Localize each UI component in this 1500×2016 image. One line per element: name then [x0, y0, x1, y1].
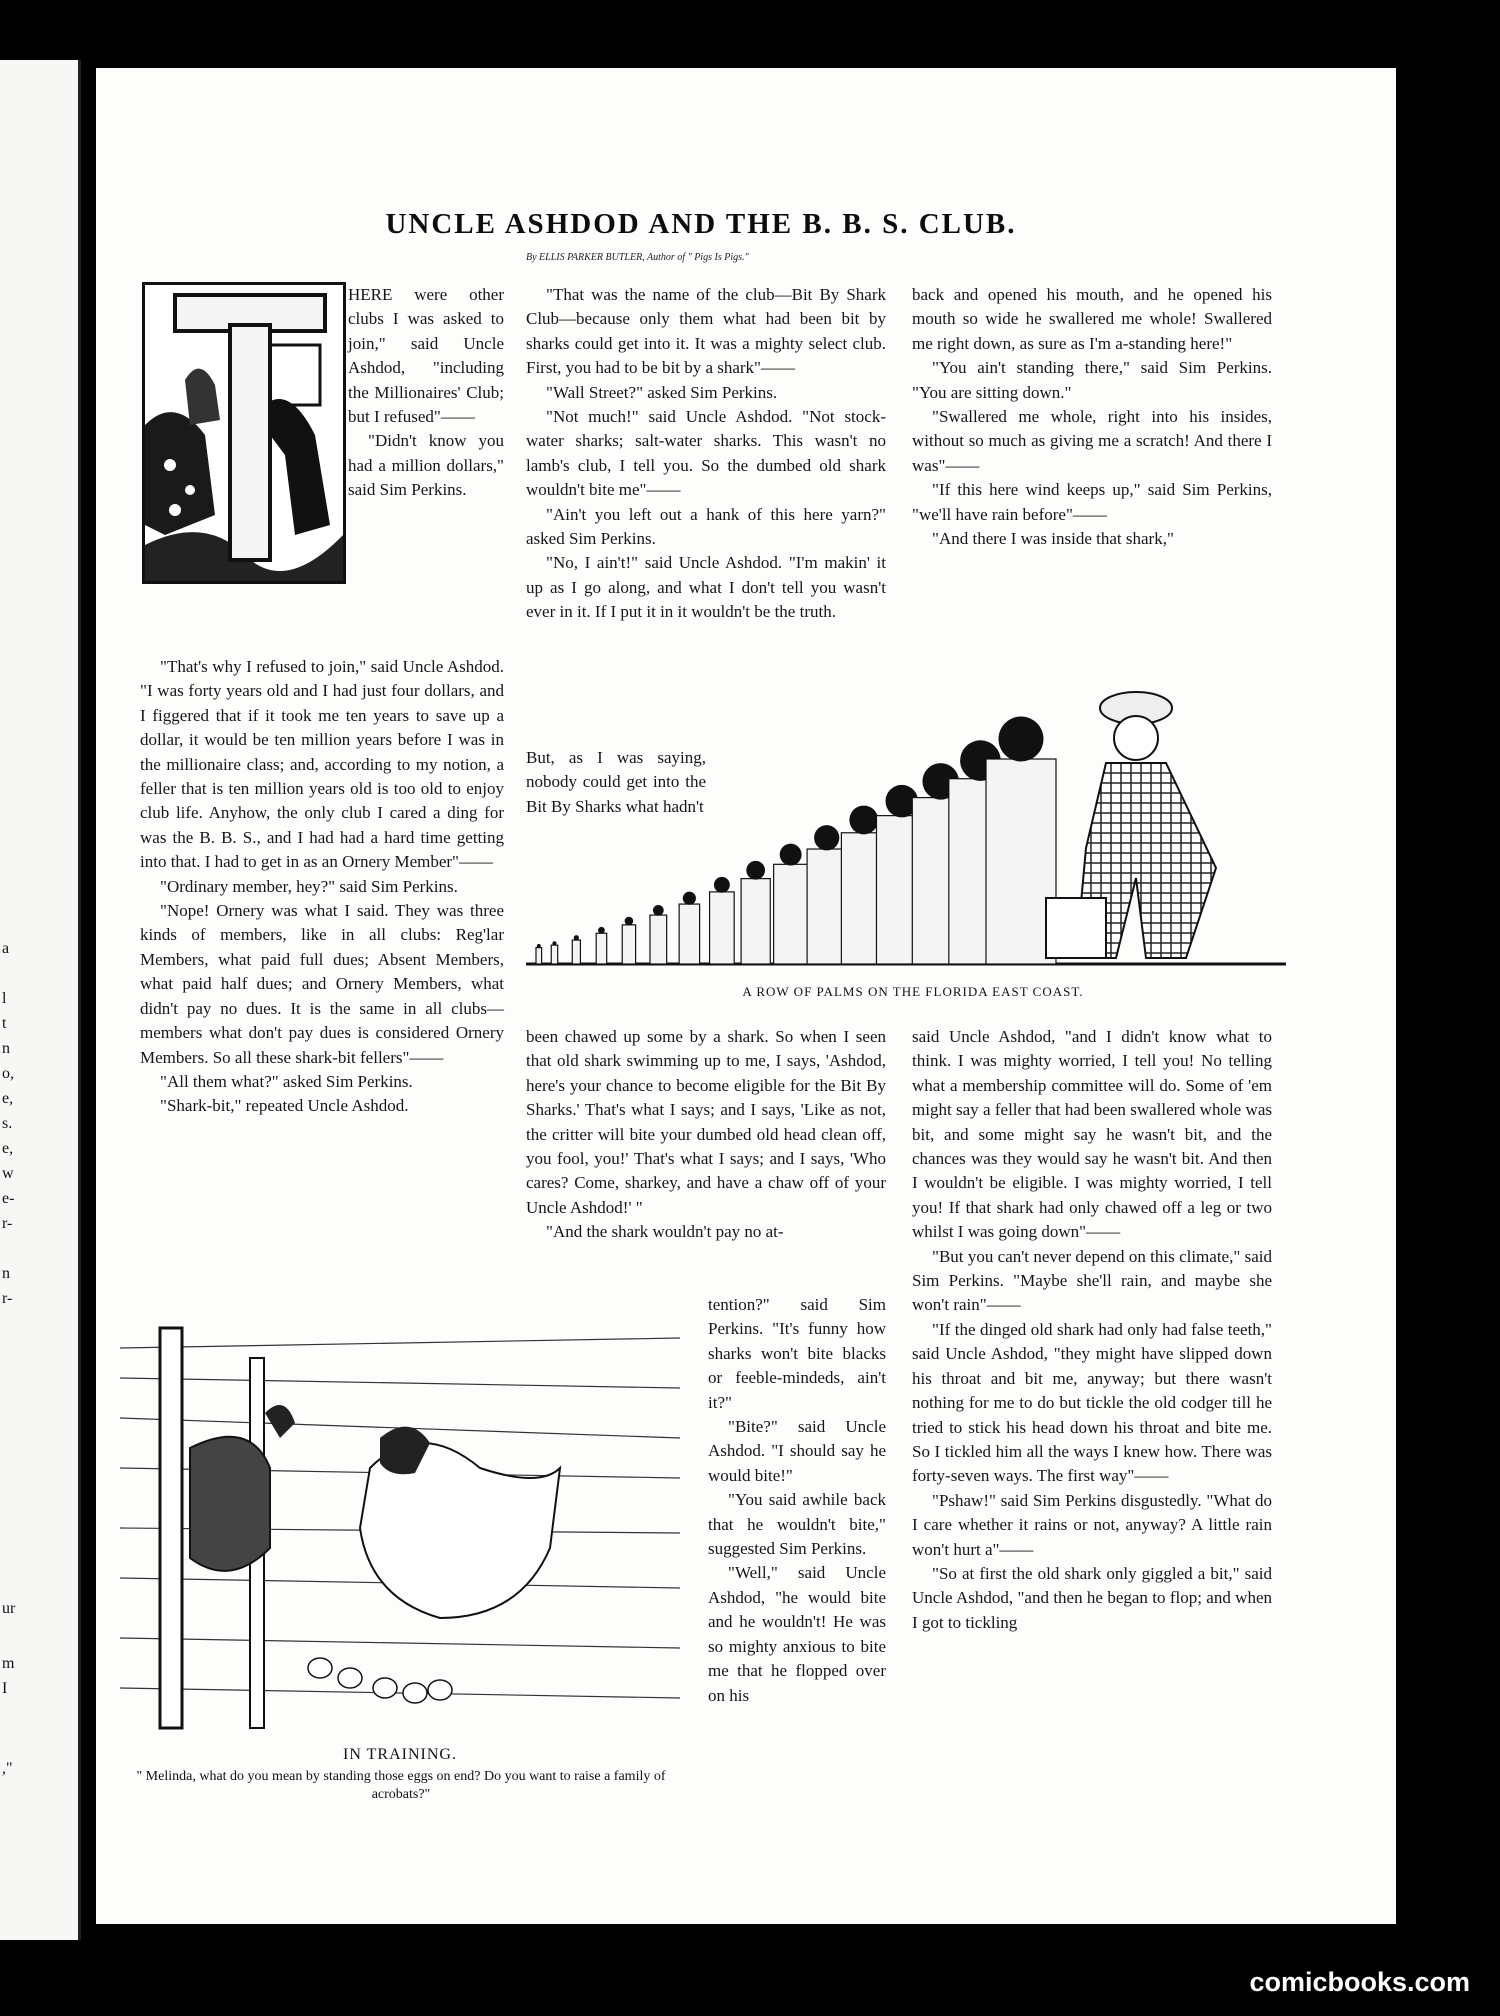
- paragraph: "But you can't never depend on this climate," said Sim Perkins. "Maybe she'll rain, and maybe she won't rain"——: [912, 1246, 1272, 1315]
- paragraph: tention?" said Sim Perkins. "It's funny how sharks won't bite blacks or feeble-mindeds, ain't it?": [708, 1295, 886, 1412]
- figure-head: [714, 877, 730, 893]
- article-title: UNCLE ASHDOD AND THE B. B. S. CLUB.: [385, 208, 1017, 240]
- paragraph: "Nope! Ornery was what I said. They was three kinds of members, like in all clubs: Reg'lar Members, what paid full dues; Absent Members, what paid half dues; and Ornery Members, what didn't pay no dues. It is the same in all clubs—members what don't pay dues is considered Ornery Members. So all these shark-bit fellers"——: [140, 901, 504, 1067]
- standing-figure: [536, 948, 542, 964]
- standing-figure: [679, 904, 699, 964]
- margin-fragment: I: [2, 1680, 8, 1697]
- palms-caption: A ROW OF PALMS ON THE FLORIDA EAST COAST.: [742, 984, 1084, 999]
- figure-head: [625, 917, 634, 926]
- paragraph: "Shark-bit," repeated Uncle Ashdod.: [160, 1096, 409, 1116]
- column-1-body: [140, 655, 504, 1119]
- paragraph: "And the shark wouldn't pay no at-: [546, 1222, 784, 1242]
- paragraph: "That was the name of the club—Bit By Shark Club—because only them what had been bit by sharks could get into it. It was a mighty select club. First, you had to be bit by a shark"——: [526, 285, 886, 378]
- paragraph: "All them what?" asked Sim Perkins.: [160, 1071, 413, 1091]
- paragraph: said Uncle Ashdod, "and I didn't know what to think. I was mighty worried, I tell you! No telling what a membership committee will do. Some of 'em might say a feller that had been swallered whole was bit, and some might say he wasn't bit, and the chances was they would say he wasn't bit. And then I wouldn't be eligible. I was mighty worried, I tell you! If that shark had only chawed off a leg or two whilst I was going down"——: [912, 1027, 1272, 1242]
- column-2-lower: [526, 1025, 886, 1245]
- figure-head: [574, 935, 579, 940]
- paragraph: "Ordinary member, hey?" said Sim Perkins.: [160, 876, 458, 896]
- standing-figure: [710, 892, 735, 964]
- cartoon-caption: " Melinda, what do you mean by standing those eggs on end? Do you want to raise a family of acrobats?": [136, 1769, 666, 1802]
- paragraph: "Didn't know you had a million dollars," said Sim Perkins.: [348, 431, 504, 500]
- standing-figure: [650, 915, 667, 964]
- margin-fragment: t: [2, 1015, 7, 1032]
- margin-fragment: a: [2, 940, 10, 957]
- paragraph: "Well," said Uncle Ashdod, "he would bite and he wouldn't! He was so mighty anxious to bite me that he flopped over on his: [708, 1563, 886, 1705]
- hen-right: [360, 1427, 560, 1618]
- paragraph: back and opened his mouth, and he opened his mouth so wide he swallered me whole! Swallered me right down, as sure as I'm a-standing here!": [912, 285, 1272, 353]
- article-byline: By ELLIS PARKER BUTLER, Author of " Pigs Is Pigs.": [526, 252, 749, 263]
- hen-cartoon-drawing: [120, 1318, 680, 1738]
- figure-head: [683, 892, 696, 905]
- paragraph: "And there I was inside that shark,": [932, 529, 1174, 549]
- margin-fragment: w: [2, 1165, 14, 1182]
- paragraph: "That's why I refused to join," said Uncle Ashdod. "I was forty years old and I had just four dollars, and I figgered that if it took me ten years to save up a dollar, it would be ten million years before I was in the millionaire class; and, according to my notion, a feller that is ten million years old is too old to enjoy club life. Anyhow, the only club I cared a ding for was the B. B. S., and I had had a hard time getting into that. I had to get in as an Ornery Member"——: [140, 657, 504, 872]
- margin-fragment: n: [2, 1040, 10, 1057]
- margin-fragment: r-: [2, 1215, 13, 1232]
- tourist-figure: [1046, 692, 1216, 958]
- paragraph: "If the dinged old shark had only had false teeth," said Uncle Ashdod, "they might have slipped down his throat and bit me, anyway; but there wasn't nothing for me to do but tickle the old codger till he tried to stick his head down his throat and bite me. So I tickled him all the ways I knew how. There was forty-seven ways. The first way"——: [912, 1319, 1272, 1486]
- column-2-top: [526, 283, 886, 625]
- watermark-logo: comicbooks.com: [1249, 1967, 1470, 1997]
- drop-cap-letter: T: [244, 575, 245, 576]
- figure-head: [653, 905, 664, 916]
- standing-figure: [596, 933, 607, 964]
- palms-illustration: [526, 668, 1296, 968]
- margin-fragment: l: [2, 990, 7, 1007]
- figure-head: [999, 717, 1044, 762]
- paragraph: HERE were other clubs I was asked to join," said Uncle Ashdod, "including the Millionaires' Club; but I refused"——: [348, 285, 504, 427]
- margin-fragment: s.: [2, 1115, 13, 1132]
- margin-fragment: e,: [2, 1090, 14, 1107]
- figure-head: [537, 944, 541, 948]
- magazine-page: [96, 68, 1396, 1924]
- paragraph: "Not much!" said Uncle Ashdod. "Not stock-water sharks; salt-water sharks. This wasn't no lamb's club, I tell you. So the dumbed old shark wouldn't bite me"——: [526, 407, 886, 500]
- standing-figure: [572, 940, 580, 964]
- figure-head: [598, 927, 605, 934]
- standing-figure: [622, 925, 635, 964]
- paragraph: "So at first the old shark only giggled a bit," said Uncle Ashdod, "and then he began to flop; and when I got to tickling: [912, 1563, 1272, 1632]
- palms-drawing: [526, 668, 1296, 968]
- paragraph: "Pshaw!" said Sim Perkins disgustedly. "What do I care whether it rains or not, anyway? A little rain won't hurt a"——: [912, 1490, 1272, 1559]
- drop-cap-art: [145, 285, 343, 581]
- margin-fragment: m: [2, 1655, 15, 1672]
- column-3-lower: [912, 1025, 1272, 1635]
- figure-head: [780, 844, 802, 866]
- margin-fragment: r-: [2, 1290, 13, 1307]
- margin-fragment: ur: [2, 1600, 16, 1617]
- drop-cap-illustration: [142, 282, 346, 584]
- margin-fragment: n: [2, 1265, 10, 1282]
- margin-fragment: ,": [2, 1760, 13, 1777]
- eggs: [308, 1658, 452, 1703]
- paragraph: "No, I ain't!" said Uncle Ashdod. "I'm makin' it up as I go along, and what I don't tell you wasn't ever in it. If I put it in it wouldn't be the truth.: [526, 553, 886, 622]
- paragraph: "Swallered me whole, right into his insides, without so much as giving me a scratch! And there I was"——: [912, 407, 1272, 475]
- paragraph: "If this here wind keeps up," said Sim Perkins, "we'll have rain before"——: [912, 480, 1272, 524]
- paragraph: been chawed up some by a shark. So when I seen that old shark swimming up to me, I says, 'Ashdod, here's your chance to become eligible for the Bit By Sharks.' That's what I says; and I says, 'Like as not, the critter will bite your dumbed old head clean off, you fool, you!' That's what I says; and I says, 'Who cares? Come, sharkey, and have a chaw off of your Uncle Ashdod!' ": [526, 1027, 886, 1217]
- paragraph: "You ain't standing there," said Sim Perkins. "You are sitting down.": [912, 358, 1272, 402]
- paragraph: "Bite?" said Uncle Ashdod. "I should say he would bite!": [708, 1417, 886, 1485]
- standing-figure: [774, 864, 808, 964]
- paragraph: "Ain't you left out a hank of this here yarn?" asked Sim Perkins.: [526, 504, 886, 549]
- paragraph: But, as I was saying, nobody could get into the Bit By Sharks what hadn't: [526, 748, 706, 816]
- column-3-top: [912, 283, 1272, 551]
- hen-left: [190, 1405, 295, 1571]
- standing-figure: [807, 849, 846, 964]
- column-1-top: [348, 283, 504, 503]
- standing-figure: [741, 879, 770, 964]
- adjacent-page-strip: [0, 60, 81, 1940]
- margin-fragment: e,: [2, 1140, 14, 1157]
- margin-fragment: e-: [2, 1190, 15, 1207]
- paragraph: "You said awhile back that he wouldn't bite," suggested Sim Perkins.: [708, 1490, 886, 1559]
- figure-head: [814, 825, 839, 850]
- figure-head: [746, 861, 765, 880]
- column-2-narrow-lower: [708, 1293, 886, 1708]
- margin-fragment: o,: [2, 1065, 14, 1082]
- figure-head: [552, 941, 556, 945]
- hen-cartoon: [120, 1318, 680, 1738]
- figure-head: [849, 806, 878, 835]
- standing-figure: [551, 945, 557, 964]
- cartoon-title: IN TRAINING.: [343, 1746, 457, 1763]
- paragraph: "Wall Street?" asked Sim Perkins.: [546, 382, 778, 402]
